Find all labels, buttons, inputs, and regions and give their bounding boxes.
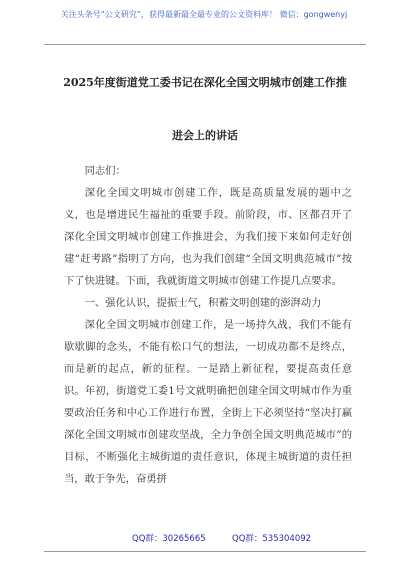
salutation: 同志们： [84,165,126,177]
paragraph: 深化全国文明城市创建工作，是一场持久战，我们不能有歇歇脚的念头，不能有松口气的想法，一切成功都不是终点，而是新的起点，新的征程。一是踏上新征程，要提高责任意识。年初，街道党工委1号文就明确把创建全国文明城市作为重要政治任务和中心工作进行布置，全街上下必须坚持“坚决打赢深化全国文明城市创建攻坚战，全力争创全国文明典范城市”的目标，不断强化主城街道的责任意识，体现主城街道的责任担当，敢于争先，奋勇拼 [64,319,352,485]
document-body [64,160,352,490]
section-heading: 一、强化认识，提振士气，积蓄文明创建的澎湃动力 [84,297,322,309]
footer-divider [44,551,366,552]
footer-qq-group-2: QQ群：535304092 [232,534,312,544]
footer-qq-group-1: QQ群：30265665 [132,534,206,544]
header-divider [44,44,366,45]
footer [0,532,408,548]
paragraph: 深化全国文明城市创建工作，既是高质量发展的题中之义，也是增进民生福祉的重要手段。前阶段，市、区都召开了深化全国文明城市创建工作推进会，为我们接下来如何走好创建“赶考路”指明了方向，也为我们创建“全国文明典范城市”按下了快进键。下面，我就街道文明城市创建工作提几点要求。 [64,187,352,287]
document-title-line-1: 2025年度街道党工委书记在深化全国文明城市创建工作推 [63,76,347,89]
header-notice: 关注头条号“公文研究”，获得最新最全最专业的公文资料库！ 微信：gongwenyj [60,10,348,19]
document-title-line-2: 进会上的讲话 [172,129,238,142]
